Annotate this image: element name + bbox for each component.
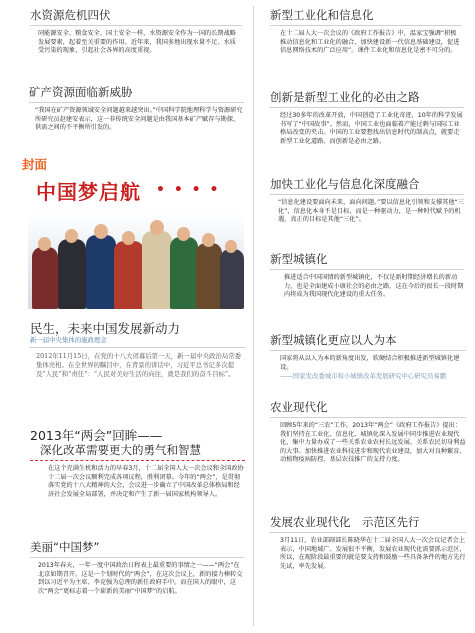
section-body: “信息化建设要面向未来，面向问题。”要以信息化引领和支撑其他“三化”，信息化本身不是目标，而是一种驱动力，是一种时代赋予的机遇，真正的目标是其他“三化”。: [278, 199, 464, 224]
divider: [30, 25, 242, 26]
cover-dots: • • • •: [156, 182, 221, 198]
person-figure: [196, 243, 222, 309]
divider: [270, 107, 464, 108]
column-divider: [253, 6, 254, 626]
divider: [270, 417, 466, 418]
divider: [30, 460, 245, 461]
divider: [29, 102, 244, 103]
person-head: [225, 240, 237, 253]
section-title: 2013年“两会”回眸——: [30, 428, 163, 443]
section-agri-modernization: [270, 400, 466, 465]
divider: [30, 557, 244, 558]
section-title: 发展农业现代化 示范区先行: [270, 515, 420, 529]
section-title: 创新是新型工业化的必由之路: [270, 90, 420, 104]
cover-title: 中国梦启航: [36, 180, 141, 204]
divider: [30, 347, 246, 348]
section-demo-zone: [270, 515, 466, 571]
section-title: 新型城镇化更应以人为本: [270, 333, 397, 347]
section-body: 2012年11月15日，在党的十八大闭幕后第一天，新一届中央政治局常委集体亮相。在全世界的瞩目中，在背景的讲话中，习近平总书记多次提及“人民”和“责任”：“人民对美好生活的向往，就是我们的奋斗目标”。: [36, 352, 242, 379]
divider: [270, 269, 464, 270]
divider: [270, 25, 462, 26]
section-body: 经过30多年的改革开放，中国创造了工业化奇迹，10年的科学发展书写了“中国故事”。然而，中国工业也面临着产能过剩与国际工业格局改变的夹击。中国的工业要想找出信息时代的制高点，就要走新型工业化道路，而创新是必由之路。: [280, 112, 463, 145]
section-body: 国家将从以人为本的新角度出发，软硬结合积极推进新型城镇化建设。: [280, 355, 460, 371]
section-title: 矿产资源面临新威胁: [29, 85, 133, 99]
person-head: [202, 233, 215, 247]
section-body: 同能源安全、粮食安全、国土安全一样，水资源安全作为一国的长期战略发展要素，起着至关重要的作用。近年来，我国多地出现水量不足、水质受污染的现象，引起社会各界的高度重视。: [38, 30, 236, 55]
cover-photo: [28, 172, 244, 309]
section-deep-integration: [270, 177, 464, 225]
person-figure: [32, 247, 58, 309]
section-subtitle: 新一届中央集体的施政理念: [30, 336, 107, 344]
section-title: 新型城镇化: [270, 252, 328, 266]
section-title-line2: 深化改革需要更大的勇气和智慧: [40, 443, 201, 457]
section-body: “我国在矿产资源领域安全问题越来越突出。”中国科学院地理科学与资源研究所研究员赵建安表示，这一非传统安全问题是由我国基本矿产赋存与勘探、供需之间的不平衡所引发的。: [35, 107, 243, 132]
cover-label: 封面: [22, 157, 48, 172]
section-body: 2013年春天，一年一度中国政治日程表上最重要的事情之一——“两会”在北京如期召开。这是一个划时代的“两会”，在这次会议上，新的接力棒转交到以习近平为主席、李克强为总理的新任政府手中。而在国人的眼中，这次“两会”更标志着一个崭新的美丽“中国梦”的启航。: [38, 562, 243, 595]
section-title: 民生，未来中国发展新动力: [30, 321, 181, 336]
section-body: 在十二届人大一次会议的《政府工作报告》中，温家宝强调“积极推动信息化和工业化的融合，加快建设新一代信息基础建设，促进信息网络技术的广泛应用”。课件工业化和信息化是密不可分的。: [280, 30, 460, 55]
section-title: 水资源危机四伏: [30, 8, 111, 22]
section-new-urbanization: [270, 252, 464, 300]
person-head: [65, 229, 78, 243]
section-title: 美丽“中国梦”: [30, 540, 100, 554]
person-figure: [86, 235, 116, 309]
person-head: [94, 224, 108, 239]
divider: [270, 532, 466, 533]
section-livelihood: [30, 321, 246, 380]
divider: [270, 194, 464, 195]
section-china-dream: [30, 540, 244, 596]
section-title: 加快工业化与信息化深度融合: [270, 177, 420, 191]
section-people-oriented: [270, 333, 466, 381]
section-mineral-threat: [29, 85, 244, 133]
section-title: 农业现代化: [270, 400, 328, 414]
person-figure: [220, 249, 244, 309]
person-head: [122, 231, 135, 245]
section-innovation: [270, 90, 464, 146]
person-head: [38, 237, 51, 251]
person-head: [150, 220, 164, 235]
person-head: [177, 227, 190, 241]
section-title: 新型工业化和信息化: [270, 8, 374, 22]
person-figure: [58, 239, 86, 309]
section-body: 回顾5年来的“三农”工作，2013年“两会”《政府工作报告》提出：我们坚持在工业化、信息化、城镇化深入发展中同步推进农业现代化，集中力量办成了一些关系农业农村长远发展、关系农民切身利益的大事。加快推进农业科技进步和现代农业建设，加大对良种繁育、动植物疫病防控、基层农技推广的支持力度。: [280, 422, 466, 464]
divider: [270, 350, 466, 351]
section-two-sessions: [30, 428, 245, 499]
person-figure: [142, 231, 172, 309]
section-body: 推进适合中国国情的新型城镇化，不仅是新时期经济增长的新动力，也是全面建成小康社会的必由之路，这在今后的很长一段时期内将成为我国现代化建设的重大任务。: [284, 274, 464, 299]
section-water-crisis: [30, 8, 242, 56]
section-body: 3月11日，农业部副部长陈晓华在十二届全国人大一次会议记者会上表示，中国地域广、发展很不平衡，发展农业现代化需要抓示范区，所以，在现阶段最重要的就是要支持和鼓励一些具备条件的地方先行先试，率先发展。: [280, 537, 466, 570]
person-figure: [170, 237, 198, 309]
section-body: 在这个充满生机和活力的早春3月，十二届全国人大一次会议和全国政协十二届一次会议顺利完成各项议程，胜利闭幕。今年的“两会”，是贯彻落实党的十八大精神的大会，会议进一步确立了中国改革总体格局和经济社会发展全局部署，并决定和产生了新一届国家机构领导人。: [48, 465, 244, 498]
section-new-industrialization: [270, 8, 462, 56]
person-figure: [114, 241, 144, 309]
section-attribution: ——国家发改委城市和小城镇改革发展研究中心研究员易鹏: [280, 372, 447, 381]
